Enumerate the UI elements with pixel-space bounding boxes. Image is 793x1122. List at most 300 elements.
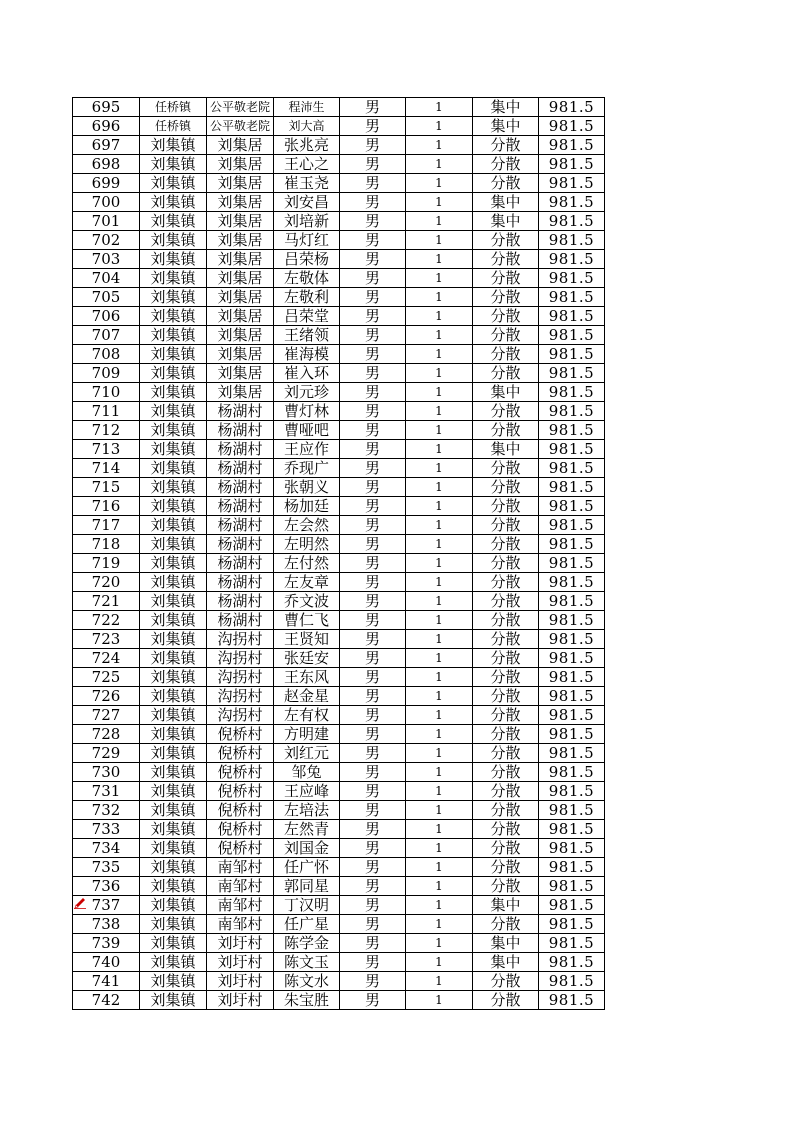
type-cell: 分散 bbox=[473, 155, 539, 174]
town-cell: 刘集镇 bbox=[140, 269, 207, 288]
type-cell: 分散 bbox=[473, 136, 539, 155]
table-row bbox=[73, 212, 605, 231]
count-cell: 1 bbox=[406, 953, 473, 972]
seq-cell: 712 bbox=[73, 421, 140, 440]
table-row bbox=[73, 877, 605, 896]
count-cell: 1 bbox=[406, 896, 473, 915]
type-cell: 分散 bbox=[473, 402, 539, 421]
type-cell: 分散 bbox=[473, 858, 539, 877]
count-cell: 1 bbox=[406, 136, 473, 155]
gender-cell: 男 bbox=[340, 459, 406, 478]
count-cell: 1 bbox=[406, 573, 473, 592]
count-cell: 1 bbox=[406, 991, 473, 1010]
seq-cell: 706 bbox=[73, 307, 140, 326]
type-cell: 分散 bbox=[473, 421, 539, 440]
name-cell: 刘大高 bbox=[274, 117, 340, 136]
table-row bbox=[73, 193, 605, 212]
type-cell: 分散 bbox=[473, 516, 539, 535]
table-row bbox=[73, 839, 605, 858]
count-cell: 1 bbox=[406, 497, 473, 516]
name-cell: 王应峰 bbox=[274, 782, 340, 801]
village-cell: 沟拐村 bbox=[207, 630, 274, 649]
seq-cell: 696 bbox=[73, 117, 140, 136]
table-row bbox=[73, 782, 605, 801]
amount-cell: 981.5 bbox=[539, 421, 605, 440]
table-row bbox=[73, 136, 605, 155]
type-cell: 集中 bbox=[473, 440, 539, 459]
amount-cell: 981.5 bbox=[539, 174, 605, 193]
gender-cell: 男 bbox=[340, 402, 406, 421]
village-cell: 沟拐村 bbox=[207, 706, 274, 725]
town-cell: 刘集镇 bbox=[140, 896, 207, 915]
table-row bbox=[73, 858, 605, 877]
village-cell: 南邹村 bbox=[207, 915, 274, 934]
table-row bbox=[73, 269, 605, 288]
type-cell: 分散 bbox=[473, 649, 539, 668]
seq-cell: 703 bbox=[73, 250, 140, 269]
village-cell: 沟拐村 bbox=[207, 649, 274, 668]
seq-cell: 741 bbox=[73, 972, 140, 991]
name-cell: 任广星 bbox=[274, 915, 340, 934]
town-cell: 刘集镇 bbox=[140, 744, 207, 763]
name-cell: 邹兔 bbox=[274, 763, 340, 782]
type-cell: 分散 bbox=[473, 250, 539, 269]
count-cell: 1 bbox=[406, 478, 473, 497]
pencil-icon bbox=[74, 897, 86, 909]
gender-cell: 男 bbox=[340, 231, 406, 250]
village-cell: 公平敬老院 bbox=[207, 98, 274, 117]
type-cell: 分散 bbox=[473, 269, 539, 288]
type-cell: 分散 bbox=[473, 459, 539, 478]
town-cell: 刘集镇 bbox=[140, 630, 207, 649]
village-cell: 刘集居 bbox=[207, 174, 274, 193]
name-cell: 刘培新 bbox=[274, 212, 340, 231]
table-row bbox=[73, 516, 605, 535]
town-cell: 刘集镇 bbox=[140, 801, 207, 820]
count-cell: 1 bbox=[406, 421, 473, 440]
amount-cell: 981.5 bbox=[539, 250, 605, 269]
type-cell: 集中 bbox=[473, 953, 539, 972]
name-cell: 曹灯林 bbox=[274, 402, 340, 421]
gender-cell: 男 bbox=[340, 896, 406, 915]
town-cell: 刘集镇 bbox=[140, 478, 207, 497]
type-cell: 分散 bbox=[473, 592, 539, 611]
town-cell: 刘集镇 bbox=[140, 839, 207, 858]
amount-cell: 981.5 bbox=[539, 364, 605, 383]
amount-cell: 981.5 bbox=[539, 345, 605, 364]
gender-cell: 男 bbox=[340, 915, 406, 934]
amount-cell: 981.5 bbox=[539, 516, 605, 535]
amount-cell: 981.5 bbox=[539, 383, 605, 402]
amount-cell: 981.5 bbox=[539, 592, 605, 611]
count-cell: 1 bbox=[406, 915, 473, 934]
count-cell: 1 bbox=[406, 763, 473, 782]
count-cell: 1 bbox=[406, 706, 473, 725]
table-row bbox=[73, 174, 605, 193]
village-cell: 倪桥村 bbox=[207, 744, 274, 763]
count-cell: 1 bbox=[406, 630, 473, 649]
town-cell: 刘集镇 bbox=[140, 991, 207, 1010]
name-cell: 崔海模 bbox=[274, 345, 340, 364]
table-row bbox=[73, 630, 605, 649]
amount-cell: 981.5 bbox=[539, 725, 605, 744]
town-cell: 刘集镇 bbox=[140, 231, 207, 250]
town-cell: 刘集镇 bbox=[140, 440, 207, 459]
name-cell: 马灯红 bbox=[274, 231, 340, 250]
seq-cell: 700 bbox=[73, 193, 140, 212]
seq-cell: 705 bbox=[73, 288, 140, 307]
gender-cell: 男 bbox=[340, 516, 406, 535]
town-cell: 刘集镇 bbox=[140, 953, 207, 972]
table-row bbox=[73, 592, 605, 611]
table-row bbox=[73, 972, 605, 991]
gender-cell: 男 bbox=[340, 725, 406, 744]
name-cell: 左友章 bbox=[274, 573, 340, 592]
table-row bbox=[73, 573, 605, 592]
village-cell: 沟拐村 bbox=[207, 687, 274, 706]
town-cell: 刘集镇 bbox=[140, 136, 207, 155]
town-cell: 刘集镇 bbox=[140, 459, 207, 478]
table-row bbox=[73, 326, 605, 345]
table-row bbox=[73, 554, 605, 573]
seq-cell: 736 bbox=[73, 877, 140, 896]
amount-cell: 981.5 bbox=[539, 934, 605, 953]
name-cell: 左然青 bbox=[274, 820, 340, 839]
table-row bbox=[73, 820, 605, 839]
amount-cell: 981.5 bbox=[539, 972, 605, 991]
town-cell: 刘集镇 bbox=[140, 934, 207, 953]
seq-cell: 739 bbox=[73, 934, 140, 953]
type-cell: 分散 bbox=[473, 307, 539, 326]
town-cell: 刘集镇 bbox=[140, 174, 207, 193]
table-row bbox=[73, 763, 605, 782]
seq-cell: 699 bbox=[73, 174, 140, 193]
gender-cell: 男 bbox=[340, 497, 406, 516]
amount-cell: 981.5 bbox=[539, 326, 605, 345]
name-cell: 左明然 bbox=[274, 535, 340, 554]
town-cell: 刘集镇 bbox=[140, 307, 207, 326]
village-cell: 刘圩村 bbox=[207, 972, 274, 991]
village-cell: 南邹村 bbox=[207, 896, 274, 915]
seq-cell: 714 bbox=[73, 459, 140, 478]
gender-cell: 男 bbox=[340, 573, 406, 592]
amount-cell: 981.5 bbox=[539, 554, 605, 573]
count-cell: 1 bbox=[406, 117, 473, 136]
town-cell: 刘集镇 bbox=[140, 972, 207, 991]
table-row bbox=[73, 801, 605, 820]
count-cell: 1 bbox=[406, 269, 473, 288]
town-cell: 刘集镇 bbox=[140, 402, 207, 421]
amount-cell: 981.5 bbox=[539, 459, 605, 478]
count-cell: 1 bbox=[406, 98, 473, 117]
seq-cell: 737 bbox=[73, 896, 140, 915]
village-cell: 沟拐村 bbox=[207, 668, 274, 687]
gender-cell: 男 bbox=[340, 782, 406, 801]
name-cell: 程沛生 bbox=[274, 98, 340, 117]
name-cell: 乔现广 bbox=[274, 459, 340, 478]
amount-cell: 981.5 bbox=[539, 782, 605, 801]
village-cell: 杨湖村 bbox=[207, 516, 274, 535]
gender-cell: 男 bbox=[340, 991, 406, 1010]
seq-cell: 707 bbox=[73, 326, 140, 345]
table-row bbox=[73, 915, 605, 934]
town-cell: 刘集镇 bbox=[140, 155, 207, 174]
town-cell: 刘集镇 bbox=[140, 611, 207, 630]
type-cell: 分散 bbox=[473, 630, 539, 649]
name-cell: 陈学金 bbox=[274, 934, 340, 953]
amount-cell: 981.5 bbox=[539, 440, 605, 459]
village-cell: 倪桥村 bbox=[207, 782, 274, 801]
type-cell: 集中 bbox=[473, 896, 539, 915]
count-cell: 1 bbox=[406, 877, 473, 896]
count-cell: 1 bbox=[406, 611, 473, 630]
gender-cell: 男 bbox=[340, 763, 406, 782]
name-cell: 王应作 bbox=[274, 440, 340, 459]
table-row bbox=[73, 459, 605, 478]
count-cell: 1 bbox=[406, 535, 473, 554]
name-cell: 乔文波 bbox=[274, 592, 340, 611]
village-cell: 刘集居 bbox=[207, 136, 274, 155]
village-cell: 杨湖村 bbox=[207, 554, 274, 573]
gender-cell: 男 bbox=[340, 706, 406, 725]
name-cell: 崔玉尧 bbox=[274, 174, 340, 193]
count-cell: 1 bbox=[406, 934, 473, 953]
count-cell: 1 bbox=[406, 212, 473, 231]
seq-cell: 719 bbox=[73, 554, 140, 573]
name-cell: 左付然 bbox=[274, 554, 340, 573]
town-cell: 刘集镇 bbox=[140, 516, 207, 535]
gender-cell: 男 bbox=[340, 155, 406, 174]
type-cell: 分散 bbox=[473, 668, 539, 687]
name-cell: 王心之 bbox=[274, 155, 340, 174]
name-cell: 郭同星 bbox=[274, 877, 340, 896]
name-cell: 吕荣堂 bbox=[274, 307, 340, 326]
amount-cell: 981.5 bbox=[539, 858, 605, 877]
gender-cell: 男 bbox=[340, 801, 406, 820]
amount-cell: 981.5 bbox=[539, 820, 605, 839]
village-cell: 刘集居 bbox=[207, 155, 274, 174]
village-cell: 刘集居 bbox=[207, 345, 274, 364]
count-cell: 1 bbox=[406, 649, 473, 668]
amount-cell: 981.5 bbox=[539, 649, 605, 668]
count-cell: 1 bbox=[406, 250, 473, 269]
count-cell: 1 bbox=[406, 668, 473, 687]
count-cell: 1 bbox=[406, 155, 473, 174]
amount-cell: 981.5 bbox=[539, 155, 605, 174]
count-cell: 1 bbox=[406, 193, 473, 212]
name-cell: 王绪领 bbox=[274, 326, 340, 345]
gender-cell: 男 bbox=[340, 383, 406, 402]
seq-cell: 721 bbox=[73, 592, 140, 611]
type-cell: 分散 bbox=[473, 478, 539, 497]
village-cell: 杨湖村 bbox=[207, 402, 274, 421]
seq-cell: 715 bbox=[73, 478, 140, 497]
amount-cell: 981.5 bbox=[539, 117, 605, 136]
village-cell: 刘圩村 bbox=[207, 953, 274, 972]
name-cell: 左敬利 bbox=[274, 288, 340, 307]
name-cell: 左会然 bbox=[274, 516, 340, 535]
town-cell: 刘集镇 bbox=[140, 535, 207, 554]
seq-cell: 717 bbox=[73, 516, 140, 535]
seq-cell: 740 bbox=[73, 953, 140, 972]
town-cell: 刘集镇 bbox=[140, 763, 207, 782]
name-cell: 刘红元 bbox=[274, 744, 340, 763]
type-cell: 分散 bbox=[473, 915, 539, 934]
table-row bbox=[73, 668, 605, 687]
village-cell: 刘集居 bbox=[207, 250, 274, 269]
table-row bbox=[73, 250, 605, 269]
seq-cell: 713 bbox=[73, 440, 140, 459]
village-cell: 刘集居 bbox=[207, 288, 274, 307]
name-cell: 王贤知 bbox=[274, 630, 340, 649]
type-cell: 集中 bbox=[473, 383, 539, 402]
village-cell: 杨湖村 bbox=[207, 440, 274, 459]
table-row bbox=[73, 478, 605, 497]
type-cell: 集中 bbox=[473, 117, 539, 136]
seq-cell: 698 bbox=[73, 155, 140, 174]
village-cell: 刘圩村 bbox=[207, 991, 274, 1010]
table-row bbox=[73, 611, 605, 630]
name-cell: 方明建 bbox=[274, 725, 340, 744]
seq-cell: 727 bbox=[73, 706, 140, 725]
count-cell: 1 bbox=[406, 725, 473, 744]
type-cell: 分散 bbox=[473, 345, 539, 364]
table-row bbox=[73, 725, 605, 744]
town-cell: 刘集镇 bbox=[140, 554, 207, 573]
type-cell: 分散 bbox=[473, 535, 539, 554]
amount-cell: 981.5 bbox=[539, 573, 605, 592]
gender-cell: 男 bbox=[340, 668, 406, 687]
type-cell: 分散 bbox=[473, 611, 539, 630]
village-cell: 刘集居 bbox=[207, 193, 274, 212]
town-cell: 任桥镇 bbox=[140, 98, 207, 117]
count-cell: 1 bbox=[406, 592, 473, 611]
village-cell: 倪桥村 bbox=[207, 801, 274, 820]
count-cell: 1 bbox=[406, 174, 473, 193]
village-cell: 倪桥村 bbox=[207, 839, 274, 858]
table-row bbox=[73, 345, 605, 364]
seq-cell: 725 bbox=[73, 668, 140, 687]
name-cell: 丁汉明 bbox=[274, 896, 340, 915]
table-row bbox=[73, 649, 605, 668]
seq-cell: 730 bbox=[73, 763, 140, 782]
amount-cell: 981.5 bbox=[539, 269, 605, 288]
amount-cell: 981.5 bbox=[539, 801, 605, 820]
amount-cell: 981.5 bbox=[539, 915, 605, 934]
type-cell: 分散 bbox=[473, 554, 539, 573]
gender-cell: 男 bbox=[340, 174, 406, 193]
name-cell: 刘元珍 bbox=[274, 383, 340, 402]
count-cell: 1 bbox=[406, 288, 473, 307]
count-cell: 1 bbox=[406, 801, 473, 820]
name-cell: 曹哑吧 bbox=[274, 421, 340, 440]
town-cell: 刘集镇 bbox=[140, 592, 207, 611]
gender-cell: 男 bbox=[340, 117, 406, 136]
town-cell: 刘集镇 bbox=[140, 421, 207, 440]
seq-cell: 728 bbox=[73, 725, 140, 744]
village-cell: 杨湖村 bbox=[207, 573, 274, 592]
gender-cell: 男 bbox=[340, 611, 406, 630]
type-cell: 分散 bbox=[473, 174, 539, 193]
type-cell: 集中 bbox=[473, 212, 539, 231]
town-cell: 刘集镇 bbox=[140, 858, 207, 877]
amount-cell: 981.5 bbox=[539, 630, 605, 649]
town-cell: 刘集镇 bbox=[140, 345, 207, 364]
name-cell: 张兆亮 bbox=[274, 136, 340, 155]
count-cell: 1 bbox=[406, 516, 473, 535]
amount-cell: 981.5 bbox=[539, 877, 605, 896]
seq-cell: 697 bbox=[73, 136, 140, 155]
count-cell: 1 bbox=[406, 326, 473, 345]
gender-cell: 男 bbox=[340, 193, 406, 212]
name-cell: 王东风 bbox=[274, 668, 340, 687]
name-cell: 张朝义 bbox=[274, 478, 340, 497]
name-cell: 左敬体 bbox=[274, 269, 340, 288]
village-cell: 杨湖村 bbox=[207, 611, 274, 630]
seq-cell: 702 bbox=[73, 231, 140, 250]
gender-cell: 男 bbox=[340, 440, 406, 459]
name-cell: 陈文玉 bbox=[274, 953, 340, 972]
type-cell: 分散 bbox=[473, 573, 539, 592]
seq-cell: 726 bbox=[73, 687, 140, 706]
gender-cell: 男 bbox=[340, 364, 406, 383]
seq-cell: 733 bbox=[73, 820, 140, 839]
table-row bbox=[73, 155, 605, 174]
amount-cell: 981.5 bbox=[539, 839, 605, 858]
gender-cell: 男 bbox=[340, 554, 406, 573]
gender-cell: 男 bbox=[340, 212, 406, 231]
type-cell: 集中 bbox=[473, 98, 539, 117]
table-row bbox=[73, 288, 605, 307]
gender-cell: 男 bbox=[340, 288, 406, 307]
seq-cell: 738 bbox=[73, 915, 140, 934]
village-cell: 杨湖村 bbox=[207, 497, 274, 516]
table-row bbox=[73, 687, 605, 706]
town-cell: 刘集镇 bbox=[140, 364, 207, 383]
village-cell: 杨湖村 bbox=[207, 421, 274, 440]
count-cell: 1 bbox=[406, 345, 473, 364]
type-cell: 集中 bbox=[473, 934, 539, 953]
village-cell: 刘集居 bbox=[207, 269, 274, 288]
town-cell: 刘集镇 bbox=[140, 250, 207, 269]
type-cell: 分散 bbox=[473, 763, 539, 782]
seq-cell: 718 bbox=[73, 535, 140, 554]
village-cell: 杨湖村 bbox=[207, 535, 274, 554]
town-cell: 刘集镇 bbox=[140, 782, 207, 801]
seq-cell: 710 bbox=[73, 383, 140, 402]
gender-cell: 男 bbox=[340, 269, 406, 288]
table-row bbox=[73, 535, 605, 554]
name-cell: 左有权 bbox=[274, 706, 340, 725]
town-cell: 刘集镇 bbox=[140, 820, 207, 839]
seq-cell: 695 bbox=[73, 98, 140, 117]
name-cell: 陈文水 bbox=[274, 972, 340, 991]
type-cell: 分散 bbox=[473, 801, 539, 820]
amount-cell: 981.5 bbox=[539, 706, 605, 725]
table-row bbox=[73, 706, 605, 725]
table-row bbox=[73, 307, 605, 326]
village-cell: 刘集居 bbox=[207, 383, 274, 402]
table-row bbox=[73, 440, 605, 459]
table-row bbox=[73, 896, 605, 915]
gender-cell: 男 bbox=[340, 877, 406, 896]
type-cell: 分散 bbox=[473, 839, 539, 858]
count-cell: 1 bbox=[406, 459, 473, 478]
table-row bbox=[73, 497, 605, 516]
table-row bbox=[73, 991, 605, 1010]
count-cell: 1 bbox=[406, 231, 473, 250]
type-cell: 分散 bbox=[473, 972, 539, 991]
